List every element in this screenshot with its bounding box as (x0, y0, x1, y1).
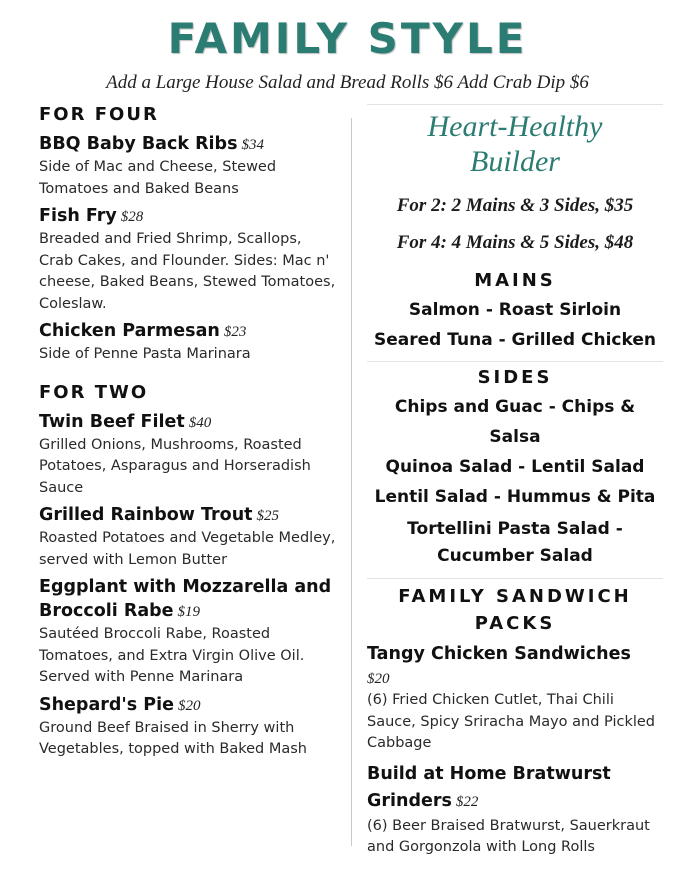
item-price: $23 (223, 324, 247, 340)
item-description: Roasted Potatoes and Vegetable Medley, served with Lemon Butter (39, 530, 336, 568)
heart-healthy-title-line1: Heart-Healthy (427, 110, 603, 143)
item-name: Tangy Chicken Sandwiches (367, 644, 631, 664)
left-column (39, 102, 339, 761)
item-description: Breaded and Fried Shrimp, Scallops, Crab Cakes, and Flounder. Sides: Mac n' cheese, Baked Beans, Stewed Tomatoes, Coleslaw. (39, 231, 336, 312)
item-description: (6) Fried Chicken Cutlet, Thai Chili Sauce, Spicy Sriracha Mayo and Pickled Cabbage (367, 692, 656, 751)
sandwich-heading-line2: PACKS (474, 613, 556, 634)
sides-line: Lentil Salad - Hummus & Pita (374, 487, 656, 507)
item-price: $22 (455, 793, 479, 810)
sandwich-packs-heading (367, 583, 663, 637)
divider (367, 361, 663, 362)
sides-heading: SIDES (477, 367, 553, 388)
sides-line: Cucumber Salad (437, 546, 593, 566)
item-description: Side of Mac and Cheese, Stewed Tomatoes and Baked Beans (39, 159, 277, 197)
item-description: Ground Beef Braised in Sherry with Vegetables, topped with Baked Mash (39, 719, 307, 757)
item-price: $25 (256, 508, 280, 524)
section-heading-for-four: FOR FOUR (39, 104, 159, 125)
menu-item (39, 132, 339, 200)
page-title: FAMILY STYLE (167, 14, 528, 63)
sides-line: Tortellini Pasta Salad - (407, 519, 623, 539)
sides-line: Quinoa Salad - Lentil Salad (385, 457, 645, 477)
item-price: $40 (188, 414, 212, 431)
menu-item (39, 410, 339, 500)
heart-healthy-title (367, 109, 663, 179)
item-price: $28 (120, 209, 144, 225)
sides-line: Chips and Guac - Chips & Salsa (394, 397, 636, 447)
item-name: BBQ Baby Back Ribs (39, 134, 238, 154)
mains-line: Seared Tuna - Grilled Chicken (374, 330, 656, 350)
menu-item (39, 204, 339, 315)
builder-option: For 4: 4 Mains & 5 Sides, $48 (396, 232, 634, 253)
item-description: Side of Penne Pasta Marinara (39, 346, 251, 362)
item-price: $20 (367, 671, 390, 687)
sandwich-item (367, 761, 663, 859)
item-description: Grilled Onions, Mushrooms, Roasted Potatoes, Asparagus and Horseradish Sauce (39, 436, 311, 496)
menu-item (39, 693, 339, 761)
builder-option: For 2: 2 Mains & 3 Sides, $35 (396, 195, 634, 216)
sandwich-heading-line1: FAMILY SANDWICH (398, 586, 632, 607)
item-name: Build at Home Bratwurst (367, 763, 611, 784)
section-heading-for-two: FOR TWO (39, 381, 149, 403)
mains-line: Salmon - Roast Sirloin (408, 300, 622, 320)
column-divider (351, 118, 352, 846)
item-price: $19 (177, 604, 201, 620)
item-description: Sautéed Broccoli Rabe, Roasted Tomatoes, and Extra Virgin Olive Oil. Served with Penne Marinara (39, 626, 305, 685)
item-name: Eggplant with Mozzarella and Broccoli Rabe (39, 577, 332, 621)
item-price: $34 (241, 137, 264, 153)
menu-item (39, 575, 339, 689)
item-name: Grilled Rainbow Trout (39, 505, 253, 525)
heart-healthy-title-line2: Builder (470, 145, 560, 178)
item-price: $20 (177, 697, 201, 714)
item-description: (6) Beer Braised Bratwurst, Sauerkraut and Gorgonzola with Long Rolls (367, 817, 650, 855)
divider (367, 104, 663, 105)
item-name-line2: Grinders (367, 790, 452, 811)
divider (367, 578, 663, 579)
menu-item (39, 319, 339, 366)
right-column (367, 104, 663, 859)
item-name: Shepard's Pie (39, 694, 174, 715)
sandwich-item (367, 641, 663, 755)
item-name: Chicken Parmesan (39, 321, 220, 341)
mains-heading: MAINS (474, 270, 556, 291)
item-name: Twin Beef Filet (39, 411, 185, 432)
menu-item (39, 503, 339, 571)
item-name: Fish Fry (39, 206, 117, 226)
add-ons-subtitle: Add a Large House Salad and Bread Rolls $6 Add Crab Dip $6 (106, 72, 589, 93)
